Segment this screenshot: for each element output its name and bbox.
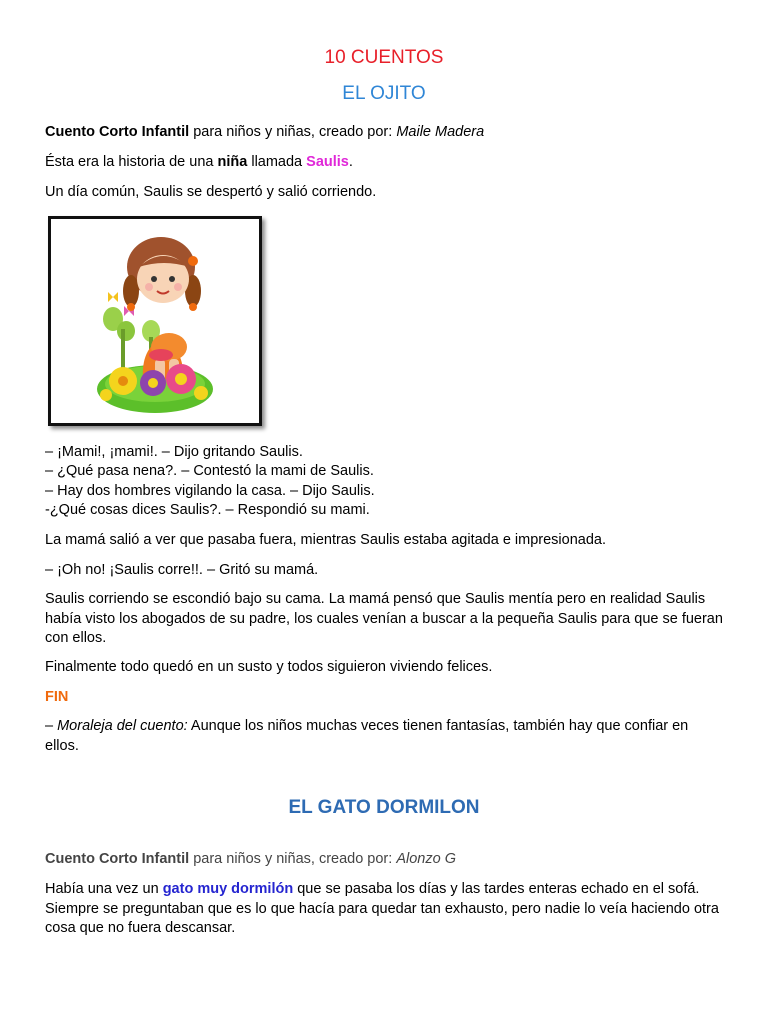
story1-dialog-4: -¿Qué cosas dices Saulis?. – Respondió su mami. bbox=[45, 502, 370, 518]
story1-dialog-2: – ¿Qué pasa nena?. – Contestó la mami de Saulis. bbox=[45, 463, 374, 479]
story2-highlight: gato muy dormilón bbox=[162, 881, 294, 897]
story1-dialog-1: – ¡Mami!, ¡mami!. – Dijo gritando Saulis. bbox=[45, 444, 303, 460]
story2-intro bbox=[45, 850, 725, 870]
story2-paragraph-part: Había una vez un bbox=[45, 881, 163, 897]
story1-dialog-3: – Hay dos hombres vigilando la casa. – Dijo Saulis. bbox=[45, 483, 375, 499]
story1-intro-rest: para niños y niñas, creado por: bbox=[189, 124, 397, 140]
story2-intro-bold: Cuento Corto Infantil bbox=[45, 851, 190, 867]
story1-moral-label: Moraleja del cuento: bbox=[57, 718, 188, 734]
flower-purple bbox=[140, 370, 166, 396]
story1-line2: Un día común, Saulis se despertó y salió corriendo. bbox=[45, 184, 377, 200]
story1-line1-part: llamada bbox=[247, 154, 307, 170]
story1-intro-bold: Cuento Corto Infantil bbox=[45, 124, 190, 140]
document-title: 10 CUENTOS bbox=[324, 47, 444, 68]
story1-paragraph-1: La mamá salió a ver que pasaba fuera, mientras Saulis estaba agitada e impresionada. bbox=[45, 532, 606, 548]
story1-intro bbox=[45, 123, 725, 143]
story1-moral bbox=[45, 717, 725, 756]
flower-yellow bbox=[109, 367, 137, 395]
story1-moral-text: Aunque los niños muchas veces tienen fantasías, también hay que confiar en ellos. bbox=[45, 718, 689, 754]
story1-paragraph-4: Finalmente todo quedó en un susto y todos siguieron viviendo felices. bbox=[45, 659, 493, 675]
story2-paragraph bbox=[45, 880, 725, 939]
story2-paragraph-part: que se pasaba los días y las tardes enteras echado en el sofá. Siempre se preguntaban que es lo que hacía para quedar tan exhausto, pero nadie lo veía haciendo otra cosa que no fuera descansar. bbox=[45, 881, 719, 936]
story1-line1 bbox=[45, 153, 725, 173]
story1-line1-part: . bbox=[348, 154, 353, 170]
story1-author: Maile Madera bbox=[396, 124, 485, 140]
story1-paragraph-3: Saulis corriendo se escondió bajo su cama. La mamá pensó que Saulis mentía pero en realidad Saulis había visto los abogados de su padre, los cuales venían a buscar a la pequeña Saulis para que se fueran con ellos. bbox=[45, 591, 723, 646]
story1-line1-part: Ésta era la historia de una bbox=[45, 154, 218, 170]
flower-pink bbox=[166, 364, 196, 394]
story1-fin: FIN bbox=[45, 689, 69, 705]
girl-illustration-icon bbox=[51, 219, 259, 423]
story1-title: EL OJITO bbox=[342, 83, 426, 104]
story1-paragraph-2: – ¡Oh no! ¡Saulis corre!!. – Gritó su mamá. bbox=[45, 562, 319, 578]
girl-sitting-on-flowers-illustration bbox=[48, 216, 262, 426]
story1-character-name: Saulis bbox=[306, 154, 349, 170]
story2-title: EL GATO DORMILON bbox=[288, 797, 480, 818]
story2-intro-rest: para niños y niñas, creado por: bbox=[189, 851, 397, 867]
story1-line1-bold: niña bbox=[217, 154, 248, 170]
story1-moral-dash: – bbox=[45, 718, 58, 734]
story2-author: Alonzo G bbox=[396, 851, 456, 867]
